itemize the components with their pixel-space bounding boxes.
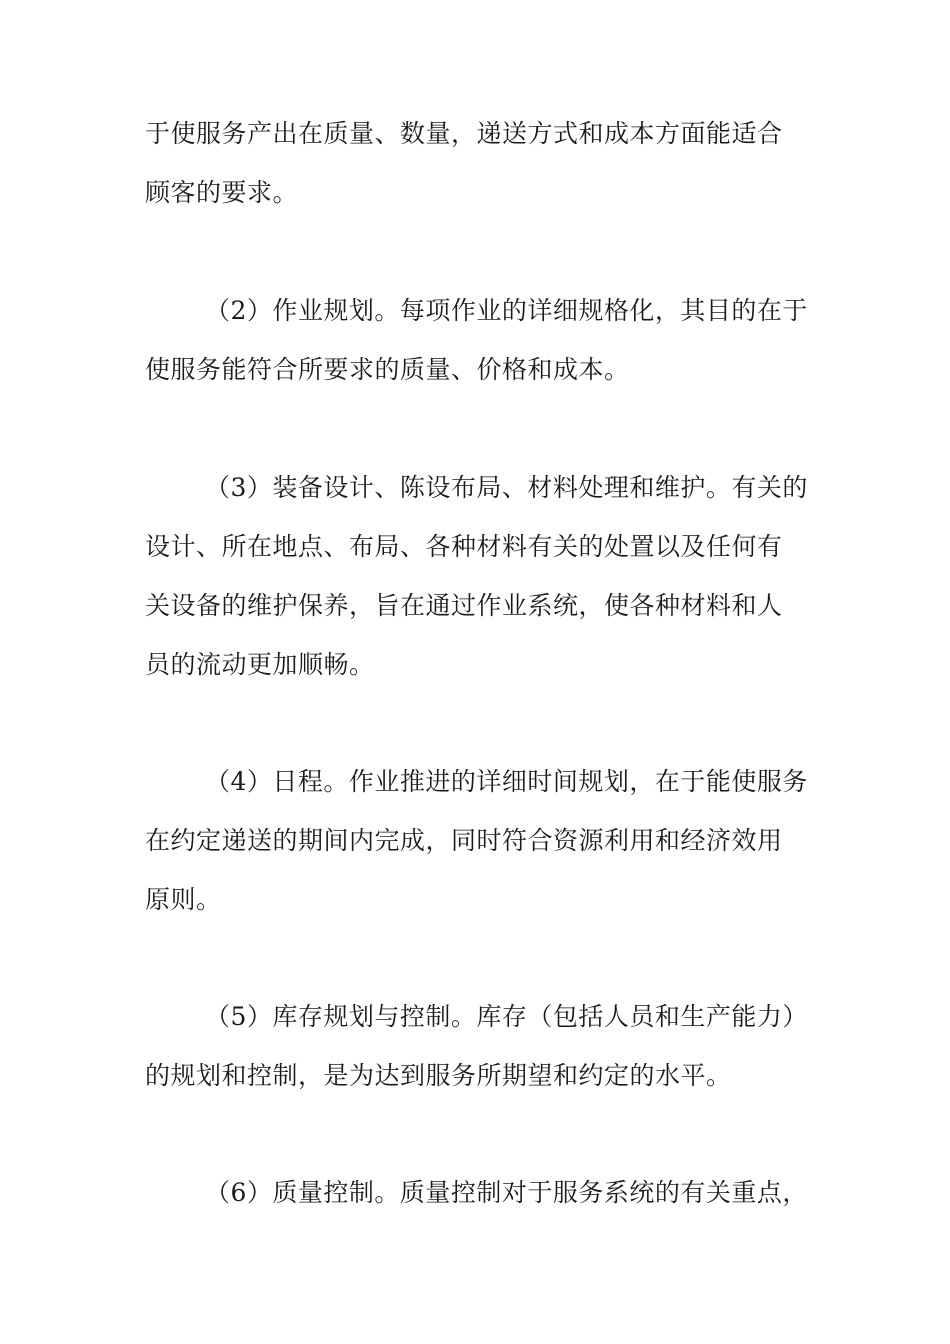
paragraph-line: （4）日程。作业推进的详细时间规划，在于能使服务	[205, 767, 808, 796]
paragraph-line: （2）作业规划。每项作业的详细规格化，其目的在于	[205, 296, 808, 325]
paragraph-line: 顾客的要求。	[145, 178, 299, 207]
paragraph-line: 员的流动更加顺畅。	[145, 650, 375, 679]
paragraph-schedule	[145, 752, 810, 929]
paragraph-equipment-design	[145, 458, 810, 694]
paragraph-line: 关设备的维护保养，旨在通过作业系统，使各种材料和人	[145, 591, 783, 620]
paragraph-inventory	[145, 987, 810, 1105]
paragraph-operation-planning	[145, 281, 810, 399]
paragraph-line: 使服务能符合所要求的质量、价格和成本。	[145, 355, 630, 384]
paragraph-line: 的规划和控制，是为达到服务所期望和约定的水平。	[145, 1061, 732, 1090]
paragraph-line: 于使服务产出在质量、数量，递送方式和成本方面能适合	[145, 119, 783, 148]
paragraph-line: （6）质量控制。质量控制对于服务系统的有关重点，	[205, 1178, 808, 1207]
paragraph-line: 设计、所在地点、布局、各种材料有关的处置以及任何有	[145, 532, 783, 561]
paragraph-continuation	[145, 104, 810, 222]
paragraph-quality-control	[145, 1163, 810, 1222]
paragraph-line: 原则。	[145, 885, 222, 914]
paragraph-line: （3）装备设计、陈设布局、材料处理和维护。有关的	[205, 473, 808, 502]
paragraph-line: 在约定递送的期间内完成，同时符合资源利用和经济效用	[145, 826, 783, 855]
paragraph-line: （5）库存规划与控制。库存（包括人员和生产能力）	[205, 1002, 808, 1031]
